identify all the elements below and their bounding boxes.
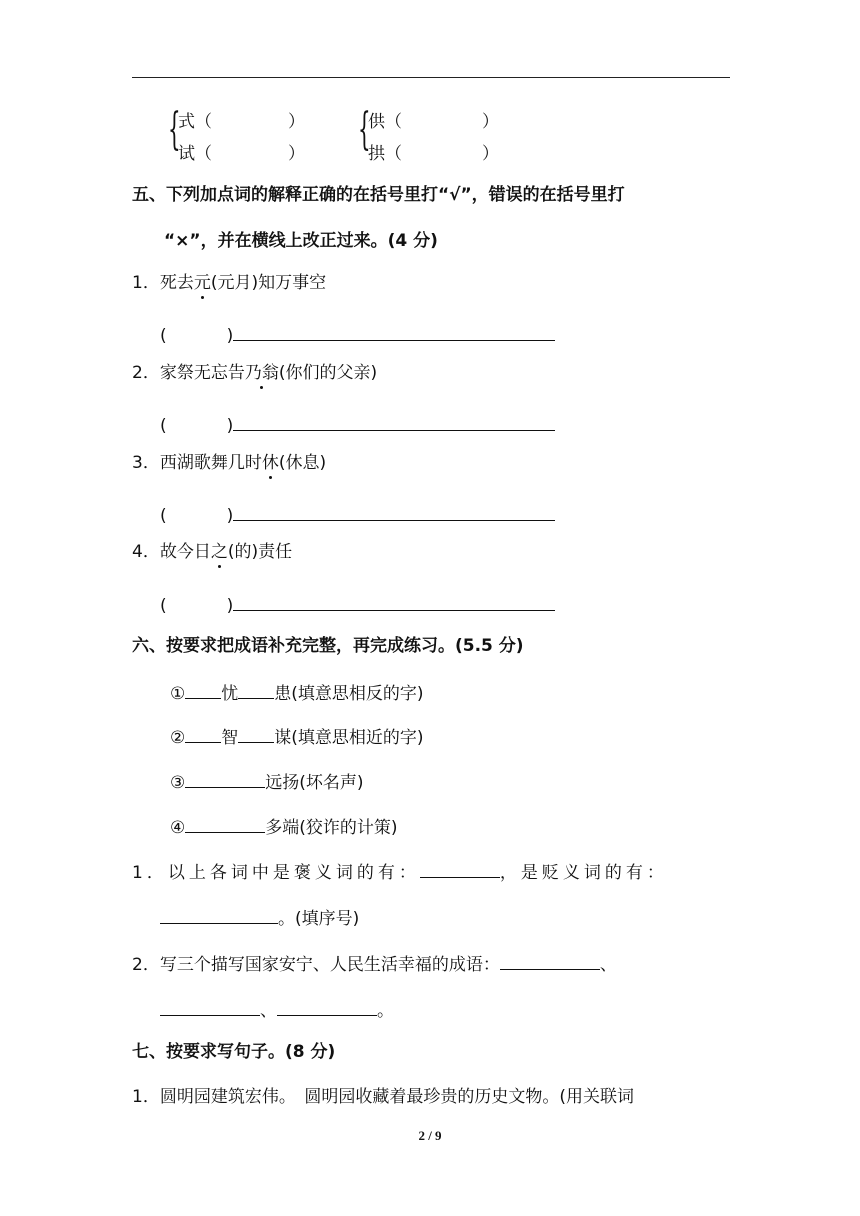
pair-left-2: 试（ ） xyxy=(178,144,305,164)
pair-left-1: 式（ ） xyxy=(178,112,305,132)
section5-title-line1: 五、下列加点词的解释正确的在括号里打“√”，错误的在括号里打 xyxy=(132,185,625,205)
section6-question-1-cont: 。(填序号) xyxy=(160,905,359,931)
answer-line-1[interactable]: ( ) xyxy=(160,322,555,348)
answer-line-2[interactable]: ( ) xyxy=(160,412,555,438)
idiom-2: ② 智 谋(填意思相近的字) xyxy=(170,724,424,750)
section6-question-2-cont: 、 。 xyxy=(160,997,394,1023)
header-rule xyxy=(132,77,730,78)
section6-question-1: 1．以上各词中是褒义词的有： ，是贬义词的有： xyxy=(132,859,668,885)
idiom-3: ③ 远扬(坏名声) xyxy=(170,769,364,795)
page-number: 2 / 9 xyxy=(418,1128,442,1143)
section7-question-1: 1．圆明园建筑宏伟。 圆明园收藏着最珍贵的历史文物。(用关联词 xyxy=(132,1087,634,1107)
section7-title: 七、按要求写句子。(8 分) xyxy=(132,1042,336,1062)
section5-item-3: 3．西湖歌舞几时休(休息) xyxy=(132,453,327,473)
section6-title: 六、按要求把成语补充完整，再完成练习。(5.5 分) xyxy=(132,636,524,656)
answer-line-4[interactable]: ( ) xyxy=(160,592,555,618)
section5-item-1: 1．死去元(元月)知万事空 xyxy=(132,273,327,293)
idiom-1: ① 忧 患(填意思相反的字) xyxy=(170,680,424,706)
section5-item-4: 4．故今日之(的)责任 xyxy=(132,542,293,562)
pair-right-1: 供（ ） xyxy=(368,112,499,132)
left-brace: { xyxy=(168,104,181,155)
section5-title-line2: “×”，并在横线上改正过来。(4 分) xyxy=(164,231,438,251)
right-brace: { xyxy=(358,104,371,155)
section5-item-2: 2．家祭无忘告乃翁(你们的父亲) xyxy=(132,363,378,383)
answer-line-3[interactable]: ( ) xyxy=(160,502,555,528)
pair-right-2: 拱（ ） xyxy=(368,144,499,164)
section6-question-2: 2．写三个描写国家安宁、人民生活幸福的成语： 、 xyxy=(132,951,617,977)
idiom-4: ④ 多端(狡诈的计策) xyxy=(170,814,398,840)
